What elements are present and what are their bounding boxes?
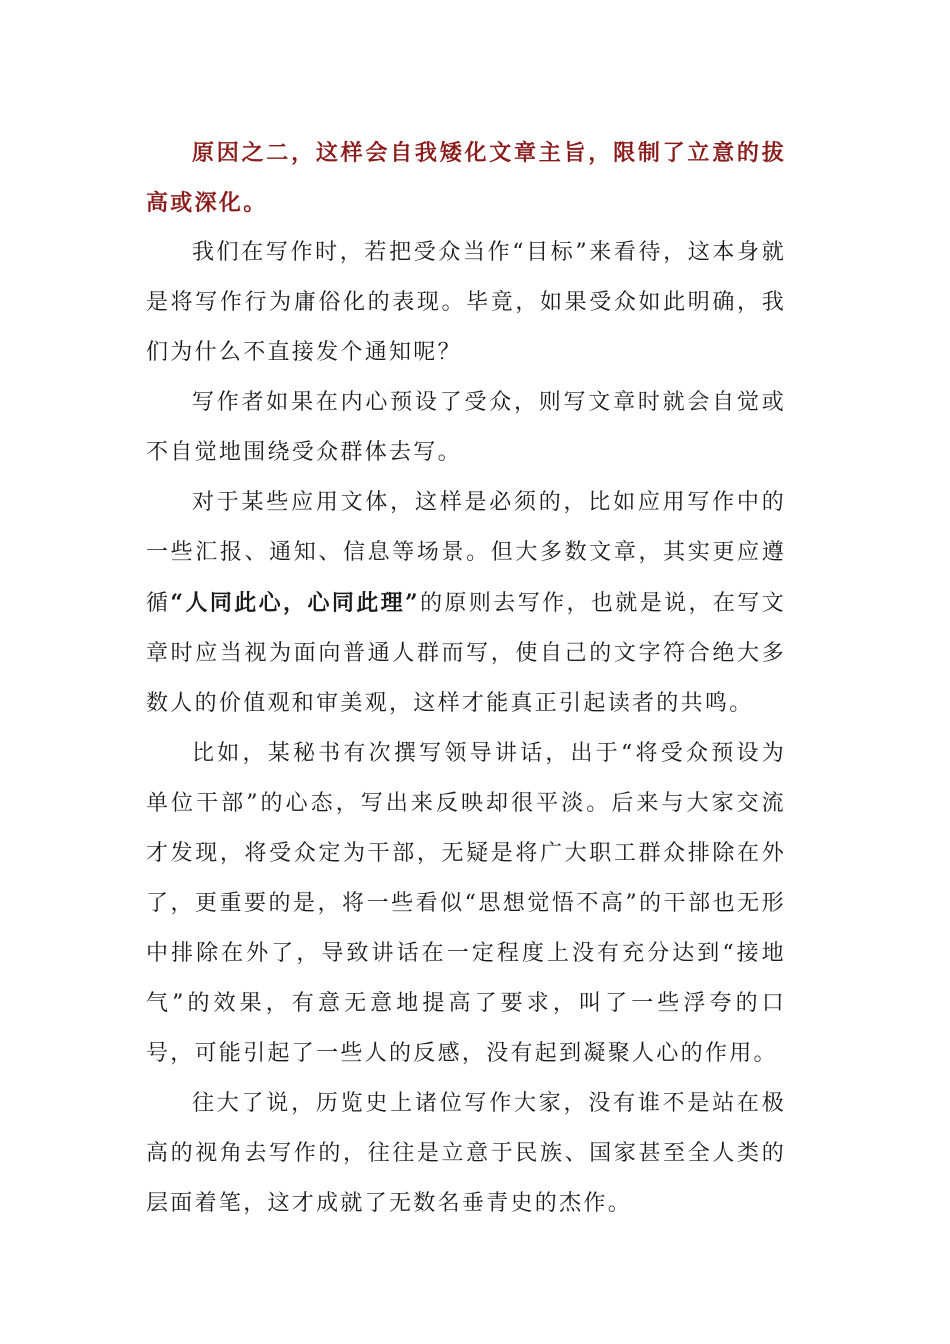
paragraph-1: 我们在写作时，若把受众当作“目标”来看待，这本身就是将写作行为庸俗化的表现。毕竟，如果受众如此明确，我们为什么不直接发个通知呢？ (146, 240, 786, 365)
paragraph-5: 往大了说，历览史上诸位写作大家，没有谁不是站在极高的视角去写作的，往往是立意于民族、国家甚至全人类的层面着笔，这才成就了无数名垂青史的杰作。 (146, 1091, 786, 1216)
paragraph-3 (146, 478, 786, 729)
paragraph-3-text-before: 对于某些应用文体，这样是必须的，比如应用写作中的一些汇报、通知、信息等场景。但大多数文章，其实更应遵循 (146, 490, 786, 616)
paragraph-3-bold-quote: “人同此心，心同此理” (170, 590, 421, 616)
section-heading: 原因之二，这样会自我矮化文章主旨，限制了立意的拔高或深化。 (146, 140, 786, 216)
paragraph-4: 比如，某秘书有次撰写领导讲话，出于“将受众预设为单位干部”的心态，写出来反映却很平淡。后来与大家交流才发现，将受众定为干部，无疑是将广大职工群众排除在外了，更重要的是，将一些看似“思想觉悟不高”的干部也无形中排除在外了，导致讲话在一定程度上没有充分达到“接地气”的效果，有意无意地提高了要求，叫了一些浮夸的口号，可能引起了一些人的反感，没有起到凝聚人心的作用。 (146, 741, 786, 1066)
paragraph-2: 写作者如果在内心预设了受众，则写文章时就会自觉或不自觉地围绕受众群体去写。 (146, 390, 786, 465)
paragraph-3-text-after: 的原则去写作，也就是说，在写文章时应当视为面向普通人群而写，使自己的文字符合绝大多数人的价值观和审美观，这样才能真正引起读者的共鸣。 (146, 591, 786, 716)
document-page (146, 128, 786, 1229)
